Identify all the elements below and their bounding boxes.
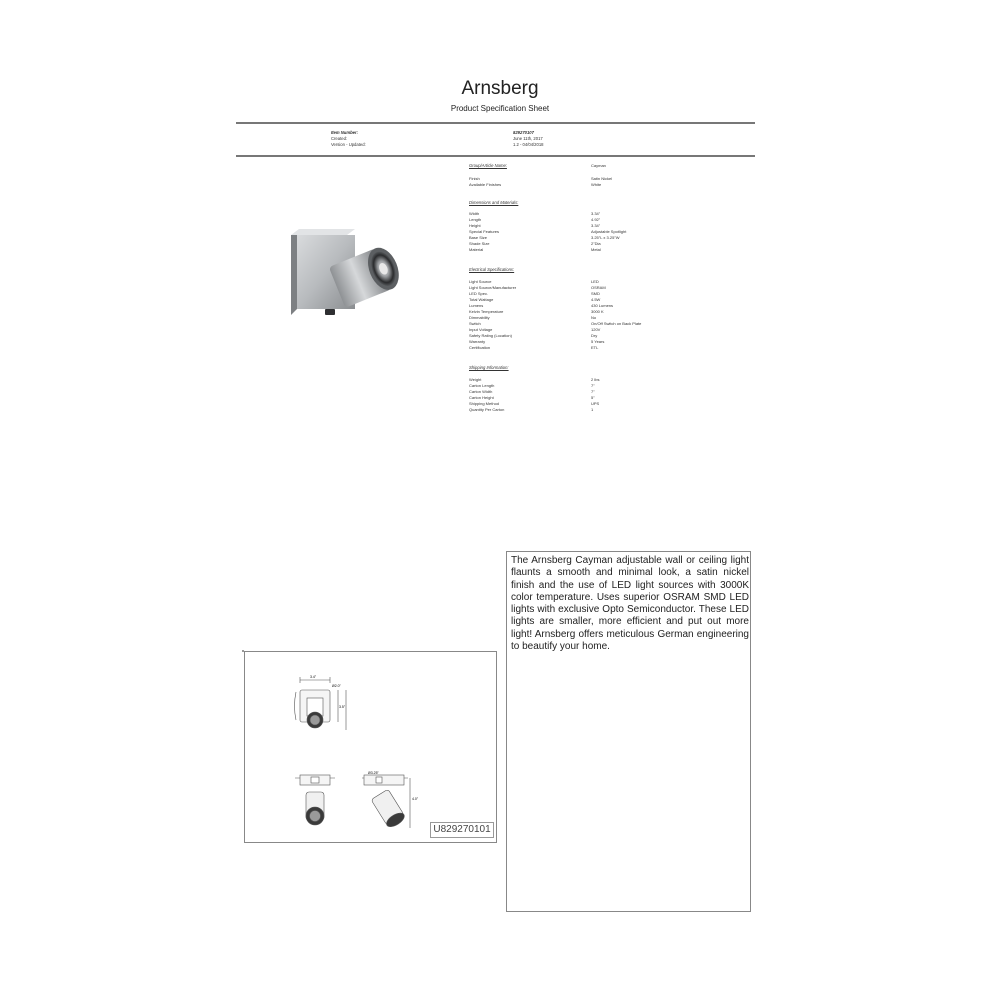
spec-label-dimmability: Dimmability <box>469 315 490 320</box>
spec-value-light-source: LED <box>591 279 599 284</box>
drawing-front-view <box>290 670 370 745</box>
spec-value-dimmability: No <box>591 315 597 320</box>
shipping-heading: Shipping Information: <box>469 365 509 370</box>
spec-label-height: Height <box>469 223 481 228</box>
spec-label-led-spec: LED Spec. <box>469 291 489 296</box>
brand-title: Arnsberg <box>461 78 539 99</box>
spec-value-carton-width: 7" <box>591 389 595 394</box>
drawing-side-view <box>358 770 428 832</box>
switch-knob <box>325 309 335 315</box>
spec-label-lumens: Lumens <box>469 303 484 308</box>
spec-label-warranty: Warranty <box>469 339 486 344</box>
spec-value-available-finishes: White <box>591 182 602 187</box>
spec-label-weight: Weight <box>469 377 482 382</box>
spec-label-material: Material <box>469 247 484 252</box>
drawing-corner-mark <box>242 650 244 652</box>
spec-value-shade-size: 2"Dia <box>591 241 601 246</box>
spec-label-quantity: Quantity Per Carton <box>469 407 505 412</box>
spec-label-kelvin: Kelvin Temperature <box>469 309 504 314</box>
spec-value-shipping-method: UPS <box>591 401 600 406</box>
spec-label-switch: Switch <box>469 321 481 326</box>
bottom-divider <box>236 155 755 157</box>
electrical-heading: Electrical Specifications: <box>469 267 515 272</box>
spec-label-shade-size: Shade Size <box>469 241 490 246</box>
page-subtitle: Product Specification Sheet <box>450 104 550 113</box>
spec-value-carton-height: 5" <box>591 395 595 400</box>
meta-label-version: Version - Updated: <box>331 142 366 147</box>
spec-value-total-wattage: 4.5W <box>591 297 601 302</box>
dimensions-heading: Dimensions and Materials: <box>469 200 519 205</box>
dim-top-width: 3.4" <box>310 675 317 679</box>
meta-value-item-number: 829270107 <box>513 130 534 135</box>
meta-label-item-number: Item Number: <box>331 130 358 135</box>
spec-value-width: 3.34" <box>591 211 601 216</box>
spec-label-special-features: Special Features <box>469 229 500 234</box>
spec-label-safety-rating: Safety Rating (Location) <box>469 333 512 338</box>
product-photo <box>285 225 425 330</box>
spec-label-total-wattage: Total Wattage <box>469 297 494 302</box>
spec-value-finish: Satin Nickel <box>591 176 613 181</box>
spec-group-value: Cayman <box>591 163 606 168</box>
spec-label-length: Length <box>469 217 482 222</box>
spec-value-switch: On/Off Switch on Back Plate <box>591 321 642 326</box>
spec-label-base-size: Base Size <box>469 235 488 240</box>
spec-label-light-source: Light Source <box>469 279 492 284</box>
drawing-bottom-view <box>290 772 340 832</box>
spec-value-special-features: Adjustable Spotlight <box>591 229 627 234</box>
top-divider <box>236 122 755 124</box>
spec-value-height: 3.34" <box>591 223 601 228</box>
spec-value-manufacturer: OSRAM <box>591 285 606 290</box>
spec-label-width: Width <box>469 211 480 216</box>
spec-value-input-voltage: 120V <box>591 327 601 332</box>
spec-label-finish: Finish <box>469 176 480 181</box>
spec-value-weight: 2 lbs <box>591 377 600 382</box>
spec-group-label: Group/Article Name: <box>469 163 507 168</box>
dim-height-a: 3.5" <box>339 705 346 709</box>
spec-value-length: 4.92" <box>591 217 601 222</box>
spec-label-carton-width: Carton Width <box>469 389 493 394</box>
spec-label-carton-height: Carton Height <box>469 395 494 400</box>
dim-height-b: 4.0" <box>412 797 419 801</box>
spec-value-kelvin: 3000 K <box>591 309 604 314</box>
spec-value-certification: ETL <box>591 345 599 350</box>
spec-value-warranty: 5 Years <box>591 339 605 344</box>
meta-label-created: Created: <box>331 136 348 141</box>
meta-value-version: 1.2 - 04/04/2018 <box>513 142 544 147</box>
spec-label-certification: Certification <box>469 345 491 350</box>
dim-shade-dia: Ø2.0" <box>332 684 341 688</box>
spec-label-manufacturer: Light Source/Manufacturer <box>469 285 517 290</box>
spec-value-lumens: 430 Lumens <box>591 303 614 308</box>
spec-label-available-finishes: Available Finishes <box>469 182 502 187</box>
spec-value-material: Metal <box>591 247 601 252</box>
spec-label-carton-length: Carton Length <box>469 383 495 388</box>
meta-value-created: June 11th, 2017 <box>513 136 543 141</box>
spec-value-quantity: 1 <box>591 407 594 412</box>
spec-value-safety-rating: Dry <box>591 333 598 338</box>
spec-label-shipping-method: Shipping Method <box>469 401 500 406</box>
spec-value-led-spec: SMD <box>591 291 600 296</box>
spec-value-carton-length: 7" <box>591 383 595 388</box>
product-description: The Arnsberg Cayman adjustable wall or ceiling light flaunts a smooth and minimal look, a satin nickel finish and the use of LED light sources with 3000K color temperature. Uses superior OSRAM SMD LED lights with exclusive Opto Semiconductor. These LED lights are smaller, more efficient and put out more light! Arnsberg offers meticulous German engineering to beautify your home. <box>511 555 749 653</box>
drawing-code-label: U829270101 <box>430 822 494 838</box>
spec-label-input-voltage: Input Voltage <box>469 327 493 332</box>
spec-value-base-size: 3.25"L x 3.25"W <box>591 235 620 240</box>
dim-side-dia: Ø3.25" <box>368 771 379 775</box>
